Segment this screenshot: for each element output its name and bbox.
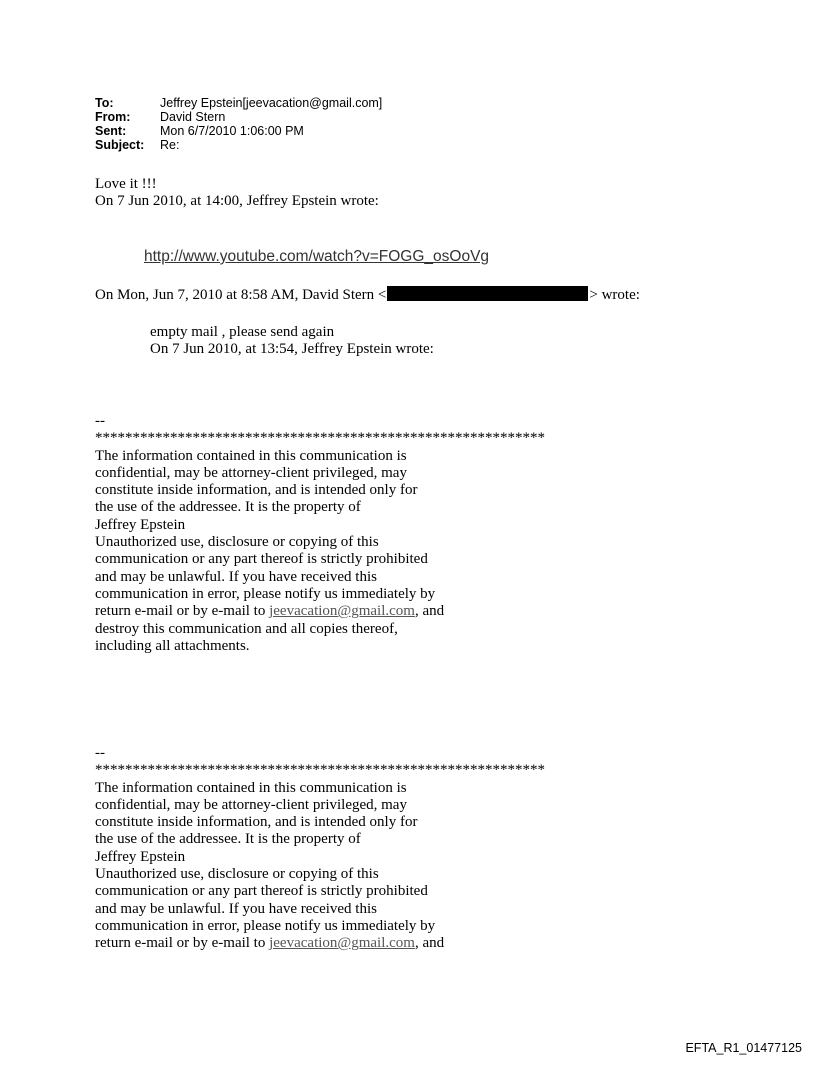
disclaimer-line: confidential, may be attorney-client privileged, may [95, 464, 407, 481]
disclaimer-line: and may be unlawful. If you have received this [95, 568, 377, 585]
from-row [95, 110, 382, 124]
stars-divider: ************************************************************ [95, 430, 545, 447]
quote-header [95, 286, 640, 304]
quote-attribution: On 7 Jun 2010, at 14:00, Jeffrey Epstein wrote: [95, 193, 379, 209]
signature-dash: -- [95, 413, 105, 429]
sent-value: Mon 6/7/2010 1:06:00 PM [160, 124, 304, 138]
youtube-link[interactable]: http://www.youtube.com/watch?v=FOGG_osOoVg [144, 248, 490, 265]
disclaimer-line: constitute inside information, and is intended only for [95, 482, 418, 499]
disclaimer-line: confidential, may be attorney-client privileged, may [95, 796, 407, 813]
disclaimer-block-2 [95, 745, 545, 953]
sent-row [95, 124, 382, 138]
subject-label: Subject: [95, 138, 145, 152]
to-label: To: [95, 96, 114, 110]
quote-header-post: > wrote: [589, 287, 640, 303]
reply-text: Love it !!! [95, 176, 157, 192]
disclaimer-line: destroy this communication and all copies thereof, [95, 620, 398, 637]
disclaimer-line [95, 935, 545, 952]
email-link[interactable]: jeevacation@gmail.com [269, 935, 415, 952]
quote-header-pre: On Mon, Jun 7, 2010 at 8:58 AM, David Stern < [95, 287, 387, 303]
signature-dash: -- [95, 745, 105, 761]
to-row [95, 96, 382, 110]
disclaimer-text: return e-mail or by e-mail to [95, 603, 270, 620]
disclaimer-line: and may be unlawful. If you have received this [95, 900, 377, 917]
disclaimer-line: communication in error, please notify us immediately by [95, 917, 436, 934]
email-header [95, 96, 382, 152]
nested-attribution: On 7 Jun 2010, at 13:54, Jeffrey Epstein wrote: [150, 341, 434, 357]
disclaimer-line: The information contained in this communication is [95, 779, 407, 796]
disclaimer-line [95, 603, 545, 620]
from-value: David Stern [160, 110, 226, 124]
disclaimer-text: return e-mail or by e-mail to [95, 935, 270, 952]
from-label: From: [95, 110, 131, 124]
subject-value: Re: [160, 138, 180, 152]
email-link[interactable]: jeevacation@gmail.com [269, 603, 415, 620]
document-id: EFTA_R1_01477125 [685, 1041, 802, 1055]
disclaimer-line: constitute inside information, and is intended only for [95, 814, 418, 831]
disclaimer-text: , and [414, 935, 445, 952]
to-value: Jeffrey Epstein[jeevacation@gmail.com] [160, 96, 383, 110]
disclaimer-line: Jeffrey Epstein [95, 848, 186, 865]
stars-divider: ************************************************************ [95, 762, 545, 779]
disclaimer-line: communication in error, please notify us immediately by [95, 585, 436, 602]
disclaimer-text: , and [414, 603, 445, 620]
redaction-box [387, 286, 588, 301]
disclaimer-line: including all attachments. [95, 637, 250, 654]
disclaimer-line: communication or any part thereof is strictly prohibited [95, 551, 428, 568]
disclaimer-line: the use of the addressee. It is the property of [95, 831, 361, 848]
disclaimer-line: Jeffrey Epstein [95, 516, 186, 533]
disclaimer-block-1 [95, 413, 545, 655]
disclaimer-line: Unauthorized use, disclosure or copying of this [95, 534, 379, 551]
disclaimer-line: the use of the addressee. It is the property of [95, 499, 361, 516]
disclaimer-line: Unauthorized use, disclosure or copying of this [95, 866, 379, 883]
disclaimer-line: communication or any part thereof is strictly prohibited [95, 883, 428, 900]
nested-message: empty mail , please send again [150, 324, 335, 340]
disclaimer-line: The information contained in this communication is [95, 447, 407, 464]
sent-label: Sent: [95, 124, 127, 138]
subject-row [95, 138, 382, 152]
